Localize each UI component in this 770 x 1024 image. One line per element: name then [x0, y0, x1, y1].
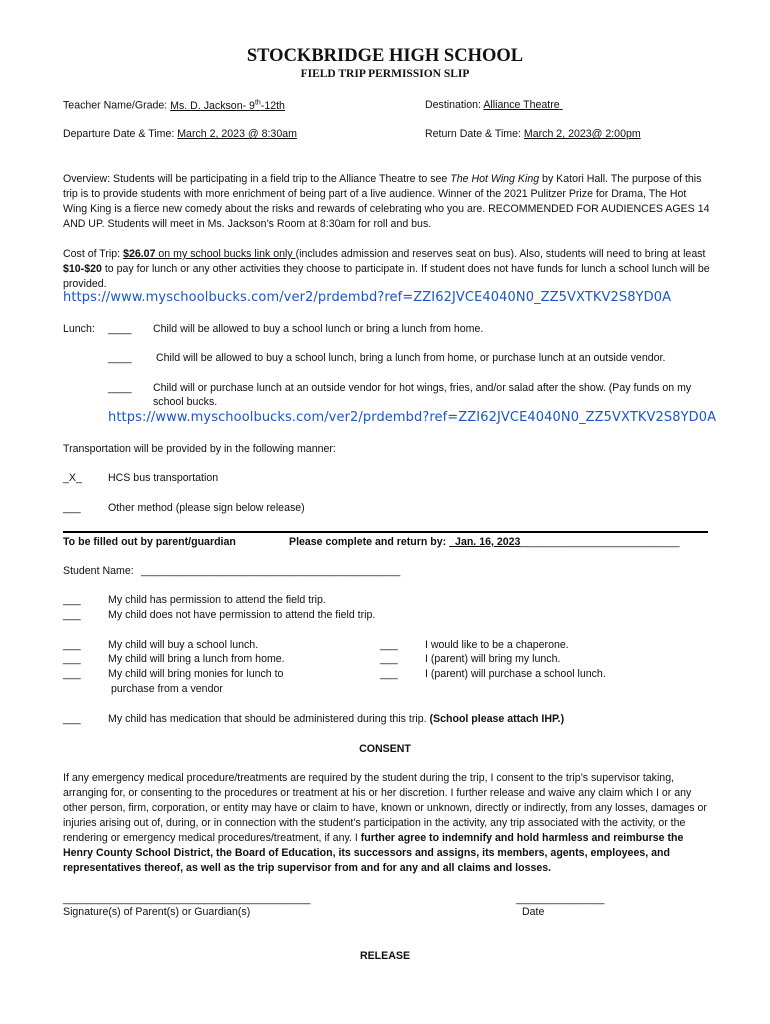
- chaperone-blank[interactable]: ___: [380, 639, 398, 651]
- consent-heading: CONSENT: [359, 743, 411, 755]
- overview-paragraph: Overview: Students will be participating in a field trip to the Alliance Theatre to see The Hot Wing King by Katori Hall. The purpose of this trip is to provide students with more enrichment of being part of a live audience. Winner of the 2021 Pulitzer Prize for Drama, The Hot Wing King is a fierce new comedy about the risks and rewards of celebrating who you are. RECOMMENDED FOR AUDIENCES AGES 14 AND UP. Students will meet in Ms. Jackson’s Room at 8:30am for roll and bus.: [63, 173, 710, 230]
- departure-field: [63, 128, 297, 140]
- lunch-choice-2-blank[interactable]: ___: [63, 653, 81, 665]
- lunch-choice-3-blank[interactable]: ___: [63, 668, 81, 680]
- return-by-trail: ___________________________: [520, 536, 680, 548]
- play-title: The Hot Wing King: [450, 173, 540, 185]
- departure-value: March 2, 2023 @ 8:30am: [177, 128, 297, 140]
- school-name: STOCKBRIDGE HIGH SCHOOL: [246, 46, 524, 66]
- student-name-label: Student Name:: [63, 565, 134, 577]
- release-heading: RELEASE: [359, 950, 411, 962]
- departure-label: Departure Date & Time:: [63, 128, 178, 140]
- lunch-choice-3-label: My child will bring monies for lunch to: [108, 668, 284, 680]
- lunch-option-2: Child will be allowed to buy a school lunch, bring a lunch from home, or purchase lunch at an outside vendor.: [156, 352, 666, 364]
- date-label: Date: [522, 906, 545, 918]
- student-name-field[interactable]: ____________________________________________: [141, 565, 401, 577]
- permission-yes-blank[interactable]: ___: [63, 594, 81, 606]
- other-option-mark[interactable]: ___: [63, 502, 81, 514]
- payment-link[interactable]: https://www.myschoolbucks.com/ver2/prdembd?ref=ZZI62JVCE4040N0_ZZ5VXTKV2S8YD0A: [63, 290, 672, 305]
- lunch-option-1: Child will be allowed to buy a school lunch or bring a lunch from home.: [153, 323, 484, 335]
- medication-blank[interactable]: ___: [63, 713, 81, 725]
- destination-value: Alliance Theatre: [483, 99, 560, 111]
- lunch-choice-1-blank[interactable]: ___: [63, 639, 81, 651]
- bus-option-mark[interactable]: _X_: [63, 472, 82, 484]
- return-field: [425, 128, 641, 140]
- section-divider: [63, 531, 708, 533]
- parent-bring-lunch-label: I (parent) will bring my lunch.: [425, 653, 561, 665]
- medication-label: My child has medication that should be administered during this trip. (School please attach IHP.): [108, 713, 565, 725]
- return-value: March 2, 2023@ 2:00pm: [523, 128, 641, 140]
- cost-paragraph: Cost of Trip: $26.07 on my school bucks link only (includes admission and reserves seat on bus). Also, students will need to bring at least $10-$20 to pay for lunch or any other activities they choose to participate in. If student does not have funds for lunch a school lunch will be provided.: [63, 248, 710, 290]
- bus-option-label: HCS bus transportation: [108, 472, 219, 484]
- lunch-choice-3-cont: purchase from a vendor: [111, 683, 223, 695]
- lunch-payment-link[interactable]: https://www.myschoolbucks.com/ver2/prdembd?ref=ZZI62JVCE4040N0_ZZ5VXTKV2S8YD0A: [108, 410, 717, 425]
- lunch-option-1-blank[interactable]: ____: [108, 323, 132, 335]
- teacher-value: Ms. D. Jackson- 9th-12th: [170, 99, 285, 112]
- transportation-intro: Transportation will be provided by in the following manner:: [63, 443, 336, 455]
- other-option-label: Other method (please sign below release): [108, 502, 305, 514]
- lunch-money-range: $10-$20: [63, 263, 102, 275]
- parent-bring-lunch-blank[interactable]: ___: [380, 653, 398, 665]
- ihp-note: (School please attach IHP.): [429, 713, 565, 725]
- form-title: FIELD TRIP PERMISSION SLIP: [300, 68, 470, 80]
- destination-field: [425, 99, 563, 111]
- parent-school-lunch-blank[interactable]: ___: [380, 668, 398, 680]
- permission-no-blank[interactable]: ___: [63, 609, 81, 621]
- teacher-field: [63, 99, 285, 112]
- permission-yes-label: My child has permission to attend the field trip.: [108, 594, 326, 606]
- lunch-option-3-blank[interactable]: ____: [108, 382, 132, 394]
- lunch-option-2-blank[interactable]: ____: [108, 352, 132, 364]
- destination-label: Destination:: [425, 99, 484, 111]
- signature-label: Signature(s) of Parent(s) or Guardian(s): [63, 906, 251, 918]
- consent-paragraph: If any emergency medical procedure/treatments are required by the student during the trip, I consent to the trip’s supervisor taking, arranging for, or consenting to the procedures or treatment at his or her discretion. I further release and waive any claim which I or any other person, firm, corporation, or entity may have or claim to have, known or unknown, directly or indirectly, from any losses, damages or injuries arising out of, during, or in connection with the student’s participation in the activity, any trip associated with the activity, or the rendering or emergency medical procedures/treatment, if any. I further agree to indemnify and hold harmless and reimburse the Henry County School District, the Board of Education, its successors and assigns, its members, agents, employees, and representatives thereof, as well as the trip supervisor from and for any and all claims and losses.: [63, 772, 707, 874]
- lunch-option-3-cont: school bucks.: [153, 396, 218, 408]
- consent-indemnify: further agree to indemnify and hold harmless and reimburse the Henry County School District, the Board of Education, its successors and assigns, its members, agents, employees, and representatives thereof, as well as the trip supervisor from and for any and all claims and losses.: [63, 832, 684, 874]
- cost-amount: $26.07 on my school bucks link only: [123, 248, 296, 260]
- return-by-value[interactable]: _Jan. 16, 2023: [449, 536, 521, 548]
- lunch-label: Lunch:: [63, 323, 95, 335]
- lunch-choice-2-label: My child will bring a lunch from home.: [108, 653, 285, 665]
- lunch-option-3: Child will or purchase lunch at an outside vendor for hot wings, fries, and/or salad after the show. (Pay funds on my: [153, 382, 692, 394]
- parent-section-heading: To be filled out by parent/guardian: [63, 536, 236, 548]
- lunch-choice-1-label: My child will buy a school lunch.: [108, 639, 259, 651]
- teacher-label: Teacher Name/Grade:: [63, 99, 171, 112]
- chaperone-label: I would like to be a chaperone.: [425, 639, 569, 651]
- return-by-field: [289, 536, 680, 548]
- parent-school-lunch-label: I (parent) will purchase a school lunch.: [425, 668, 606, 680]
- signature-line[interactable]: __________________________________________: [63, 893, 311, 905]
- return-by-label: Please complete and return by:: [289, 536, 447, 548]
- date-line[interactable]: _______________: [516, 893, 605, 905]
- return-label: Return Date & Time:: [425, 128, 524, 140]
- permission-no-label: My child does not have permission to attend the field trip.: [108, 609, 376, 621]
